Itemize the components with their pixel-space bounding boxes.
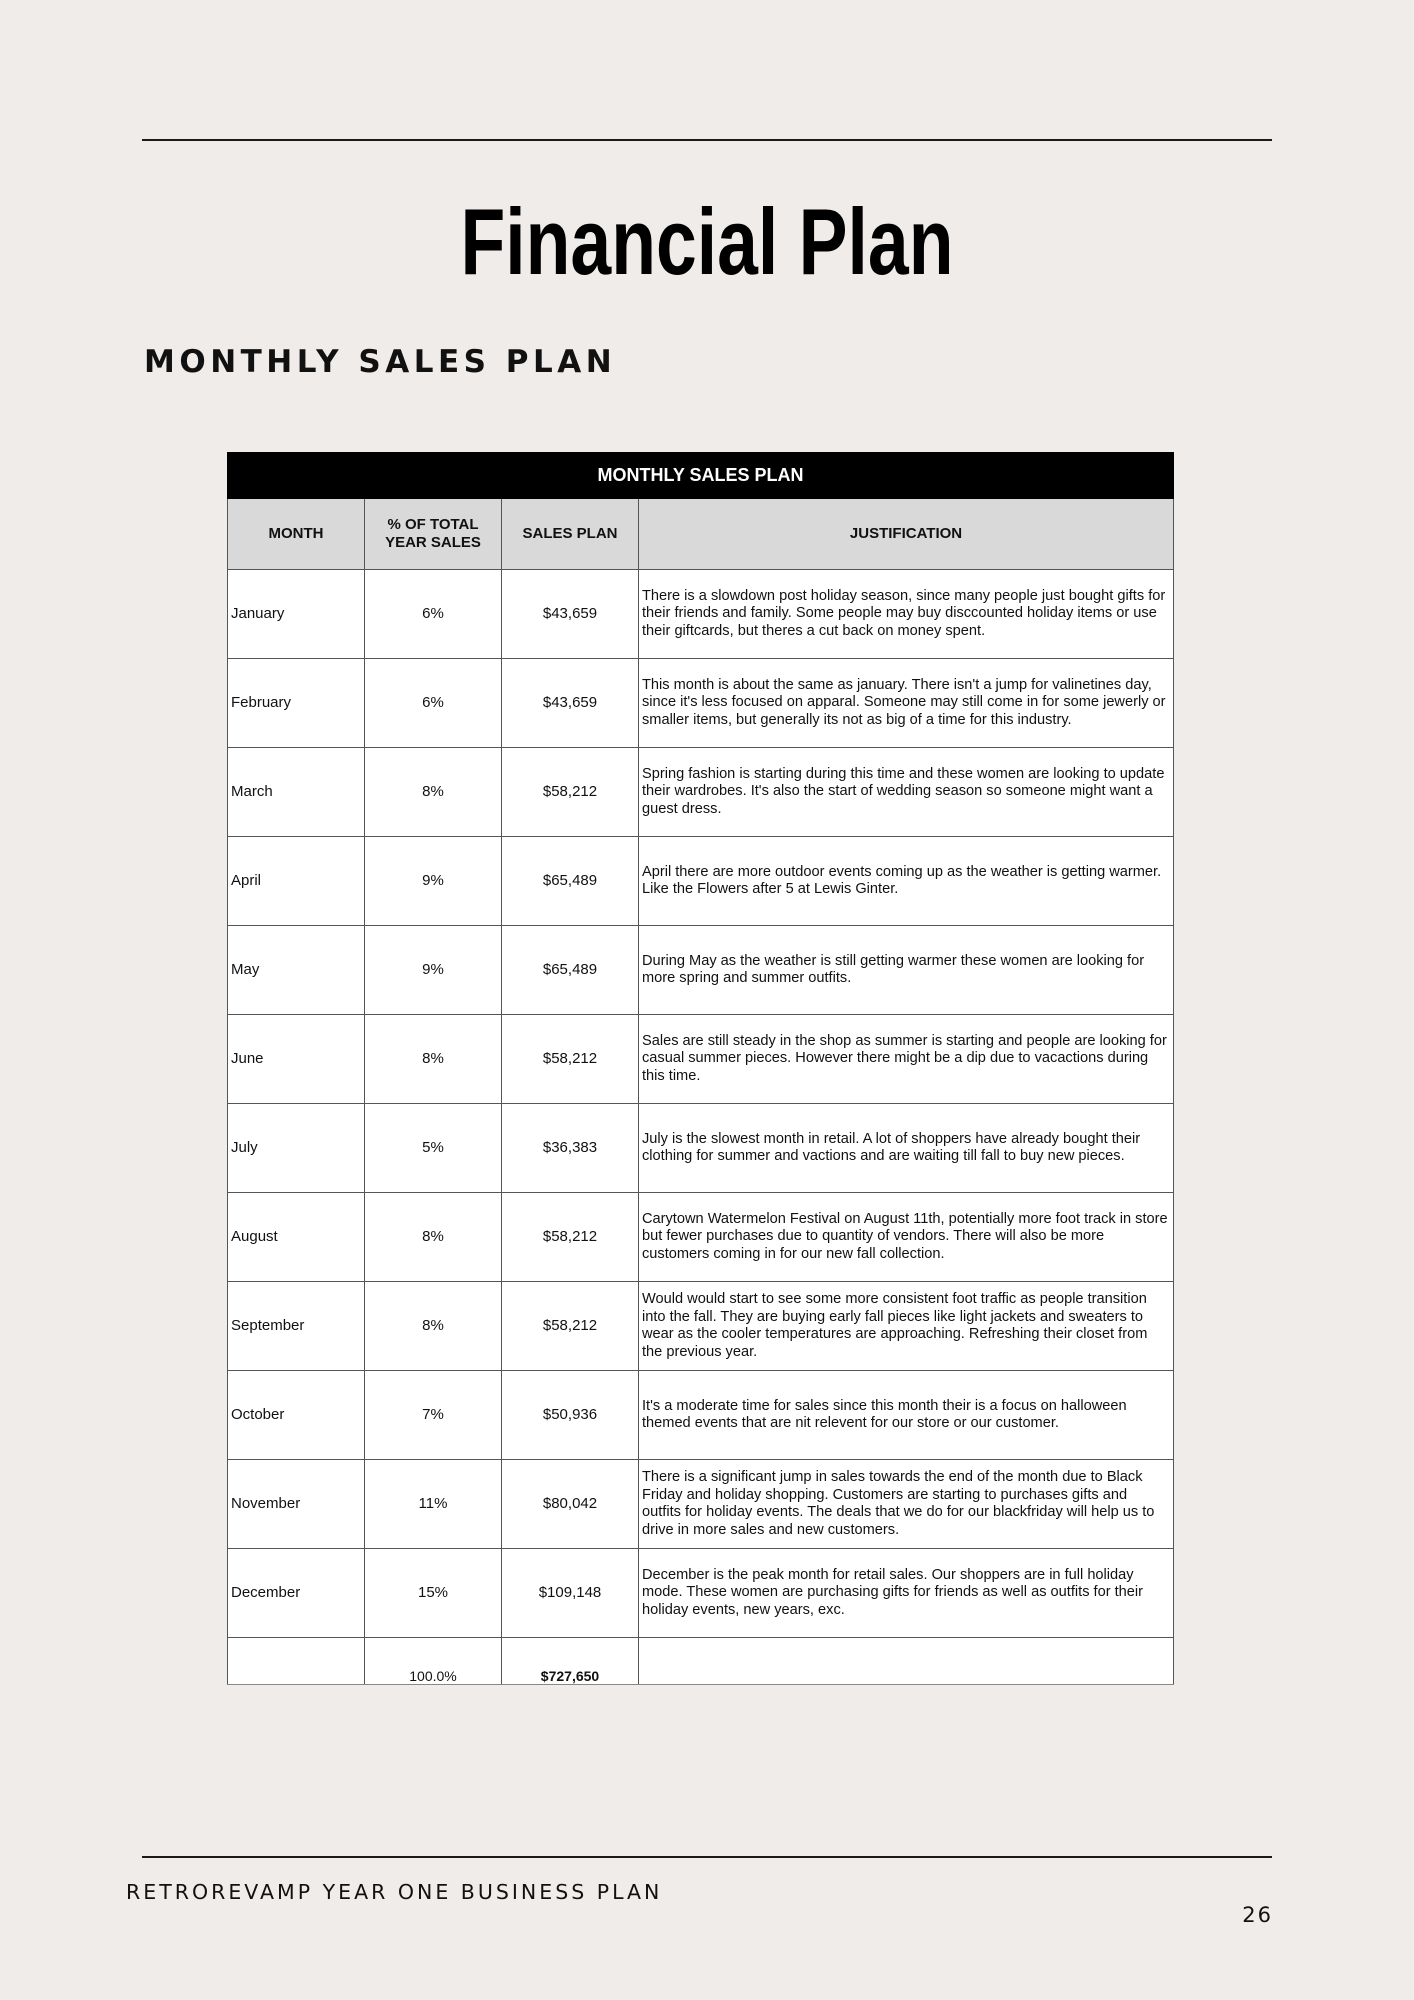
month-cell: April (228, 837, 365, 926)
justification-cell: Sales are still steady in the shop as summer is starting and people are looking for casual summer pieces. However there might be a dip due to vacactions during this time. (639, 1015, 1174, 1104)
month-cell: March (228, 748, 365, 837)
table-row (228, 1371, 1174, 1460)
month-cell: December (228, 1549, 365, 1638)
table-banner: MONTHLY SALES PLAN (228, 453, 1174, 499)
table-row (228, 926, 1174, 1015)
sales-plan-cell: $36,383 (502, 1104, 639, 1193)
justification-cell: Carytown Watermelon Festival on August 11th, potentially more foot track in store but fewer purchases due to quantity of vendors. There will also be more customers coming in for our new fall collection. (639, 1193, 1174, 1282)
table-row (228, 659, 1174, 748)
pct-cell: 11% (365, 1460, 502, 1549)
pct-cell: 8% (365, 1282, 502, 1371)
monthly-sales-plan-table (227, 452, 1174, 1685)
justification-cell: Would would start to see some more consistent foot traffic as people transition into the fall. They are buying early fall pieces like light jackets and sweaters to wear as the cooler temperatures are approaching. Refreshing their closet from the previous year. (639, 1282, 1174, 1371)
bottom-divider (142, 1856, 1272, 1858)
sales-plan-cell: $80,042 (502, 1460, 639, 1549)
justification-cell: There is a significant jump in sales towards the end of the month due to Black Friday and holiday shopping. Customers are starting to purchases gifts and outfits for holiday events. The deals that we do for our blackfriday will help us to drive in more sales and new customers. (639, 1460, 1174, 1549)
pct-cell: 8% (365, 1193, 502, 1282)
header-justification: JUSTIFICATION (639, 499, 1174, 570)
page-title: Financial Plan (460, 189, 954, 294)
justification-cell: This month is about the same as january. There isn't a jump for valinetines day, since it's less focused on apparal. Someone may still come in for some jewerly or smaller items, but generally its not as big of a time for this industry. (639, 659, 1174, 748)
pct-cell: 9% (365, 837, 502, 926)
table-row (228, 1193, 1174, 1282)
pct-cell: 6% (365, 570, 502, 659)
justification-cell: December is the peak month for retail sales. Our shoppers are in full holiday mode. These women are purchasing gifts for friends as well as outfits for their holiday events, new years, exc. (639, 1549, 1174, 1638)
sales-plan-cell: $50,936 (502, 1371, 639, 1460)
sales-plan-cell: $58,212 (502, 1193, 639, 1282)
month-cell: June (228, 1015, 365, 1104)
justification-cell: It's a moderate time for sales since this month their is a focus on halloween themed events that are nit relevent for our store or our customer. (639, 1371, 1174, 1460)
top-divider (142, 139, 1272, 141)
justification-cell: During May as the weather is still getting warmer these women are looking for more spring and summer outfits. (639, 926, 1174, 1015)
sales-plan-cell: $58,212 (502, 748, 639, 837)
totals-label-cell (228, 1638, 365, 1685)
pct-cell: 8% (365, 748, 502, 837)
sales-plan-cell: $58,212 (502, 1015, 639, 1104)
section-heading: MONTHLY SALES PLAN (144, 344, 617, 380)
sales-plan-cell: $43,659 (502, 570, 639, 659)
table-row (228, 570, 1174, 659)
sales-plan-cell: $109,148 (502, 1549, 639, 1638)
pct-cell: 7% (365, 1371, 502, 1460)
table-row (228, 748, 1174, 837)
footer-document-name: RETROREVAMP YEAR ONE BUSINESS PLAN (126, 1880, 663, 1904)
pct-cell: 5% (365, 1104, 502, 1193)
pct-cell: 8% (365, 1015, 502, 1104)
table-banner-row (228, 453, 1174, 499)
justification-cell: April there are more outdoor events coming up as the weather is getting warmer. Like the Flowers after 5 at Lewis Ginter. (639, 837, 1174, 926)
totals-row (228, 1638, 1174, 1685)
page-number: 26 (1242, 1903, 1273, 1927)
month-cell: November (228, 1460, 365, 1549)
pct-cell: 15% (365, 1549, 502, 1638)
month-cell: May (228, 926, 365, 1015)
table-row (228, 837, 1174, 926)
justification-cell: July is the slowest month in retail. A lot of shoppers have already bought their clothing for summer and vactions and are waiting till fall to buy new pieces. (639, 1104, 1174, 1193)
month-cell: August (228, 1193, 365, 1282)
table-header-row (228, 499, 1174, 570)
justification-cell: There is a slowdown post holiday season, since many people just bought gifts for their friends and family. Some people may buy disccounted holiday items or use their giftcards, but theres a cut back on money spent. (639, 570, 1174, 659)
sales-plan-cell: $65,489 (502, 837, 639, 926)
month-cell: September (228, 1282, 365, 1371)
total-sales-plan-cell: $727,650 (502, 1638, 639, 1685)
justification-cell: Spring fashion is starting during this time and these women are looking to update their wardrobes. It's also the start of wedding season so someone might want a guest dress. (639, 748, 1174, 837)
pct-cell: 6% (365, 659, 502, 748)
header-pct-of-total: % OF TOTAL YEAR SALES (365, 499, 502, 570)
table-row (228, 1015, 1174, 1104)
sales-plan-cell: $58,212 (502, 1282, 639, 1371)
table-row (228, 1549, 1174, 1638)
month-cell: January (228, 570, 365, 659)
total-pct-cell: 100.0% (365, 1638, 502, 1685)
table-row (228, 1282, 1174, 1371)
header-sales-plan: SALES PLAN (502, 499, 639, 570)
header-month: MONTH (228, 499, 365, 570)
pct-cell: 9% (365, 926, 502, 1015)
month-cell: July (228, 1104, 365, 1193)
table-row (228, 1104, 1174, 1193)
sales-plan-cell: $43,659 (502, 659, 639, 748)
sales-plan-cell: $65,489 (502, 926, 639, 1015)
table-row (228, 1460, 1174, 1549)
month-cell: October (228, 1371, 365, 1460)
month-cell: February (228, 659, 365, 748)
totals-justification-cell (639, 1638, 1174, 1685)
